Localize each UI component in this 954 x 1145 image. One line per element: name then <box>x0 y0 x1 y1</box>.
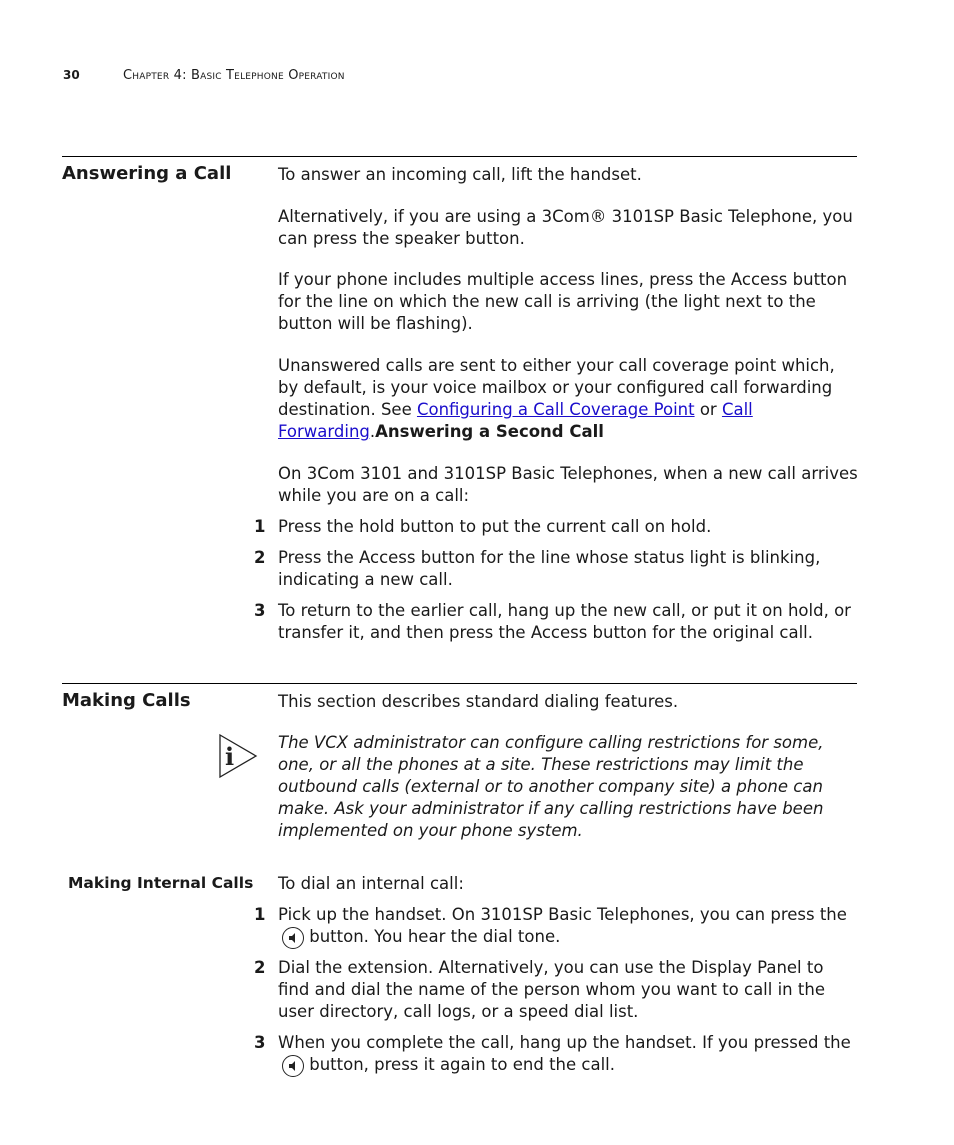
text: . <box>369 422 376 441</box>
link-call-coverage[interactable]: Configuring a Call Coverage Point <box>416 400 695 419</box>
inline-heading-second-call: Answering a Second Call <box>375 422 604 441</box>
text: or <box>694 400 722 419</box>
svg-text:i: i <box>225 742 235 771</box>
step-number: 3 <box>254 601 266 620</box>
speaker-icon <box>282 1055 304 1077</box>
step-text: Dial the extension. Alternatively, you can use the Display Panel to find and dial the name of the person whom you want to call in the user directory, call logs, or a speed dial list. <box>278 958 825 1021</box>
section-heading-answering: Answering a Call <box>62 163 232 184</box>
step-number: 2 <box>254 958 266 977</box>
paragraph: Alternatively, if you are using a 3Com® 3101SP Basic Telephone, you can press the speaker button. <box>278 207 853 248</box>
step-text <box>278 1032 858 1077</box>
subsection-heading-internal: Making Internal Calls <box>68 874 254 892</box>
text: button. You hear the dial tone. <box>309 927 561 946</box>
page-number: 30 <box>63 68 80 82</box>
section-heading-making: Making Calls <box>62 690 191 711</box>
running-header <box>63 68 345 83</box>
info-icon <box>218 733 258 783</box>
note-text: The VCX administrator can configure calling restrictions for some, one, or all the phones at a site. These restrictions may limit the outbound calls (external or to another company site) a phone can make. Ask your administrator if any calling restrictions have been implemented on your phone system. <box>278 733 824 840</box>
step-number: 2 <box>254 548 266 567</box>
step-text <box>278 904 858 949</box>
text: Unanswered calls are sent to either your call coverage point which, by default, is your voice mailbox or your configured call forwarding destination. See <box>278 356 835 419</box>
paragraph: To dial an internal call: <box>278 874 464 893</box>
section-rule <box>62 156 857 157</box>
step-number: 1 <box>254 517 266 536</box>
speaker-icon <box>282 927 304 949</box>
paragraph-coverage <box>278 355 858 443</box>
chapter-title: Chapter 4: Basic Telephone Operation <box>123 68 345 83</box>
step-number: 1 <box>254 905 266 924</box>
section-rule <box>62 683 857 684</box>
text: When you complete the call, hang up the handset. If you pressed the <box>278 1033 851 1052</box>
text: button, press it again to end the call. <box>309 1055 615 1074</box>
paragraph: To answer an incoming call, lift the handset. <box>278 165 642 184</box>
step-text: To return to the earlier call, hang up the new call, or put it on hold, or transfer it, and then press the Access button for the original call. <box>278 601 851 642</box>
step-text: Press the Access button for the line whose status light is blinking, indicating a new call. <box>278 548 821 589</box>
text: Pick up the handset. On 3101SP Basic Telephones, you can press the <box>278 905 847 924</box>
paragraph: If your phone includes multiple access lines, press the Access button for the line on which the new call is arriving (the light next to the button will be flashing). <box>278 270 848 333</box>
step-text: Press the hold button to put the current call on hold. <box>278 517 712 536</box>
link-call-forwarding[interactable]: Call Forwarding <box>278 400 753 441</box>
paragraph: This section describes standard dialing features. <box>278 692 679 711</box>
paragraph: On 3Com 3101 and 3101SP Basic Telephones, when a new call arrives while you are on a call: <box>278 464 858 505</box>
step-number: 3 <box>254 1033 266 1052</box>
